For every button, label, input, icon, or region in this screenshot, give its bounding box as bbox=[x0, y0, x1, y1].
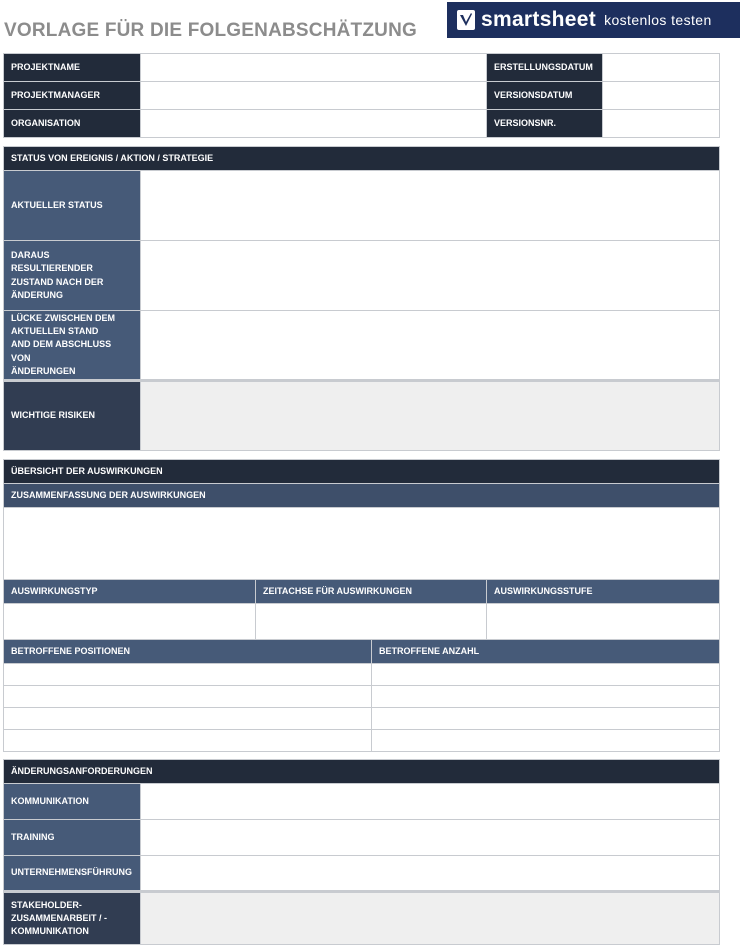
project-manager-input[interactable] bbox=[141, 82, 487, 110]
impact-timeline-input[interactable] bbox=[256, 604, 487, 640]
impact-header: ÜBERSICHT DER AUSWIRKUNGEN bbox=[4, 460, 720, 484]
training-input[interactable] bbox=[141, 820, 720, 856]
gap-input[interactable] bbox=[141, 311, 720, 381]
stakeholder-line: KOMMUNIKATION bbox=[11, 926, 89, 937]
version-date-label: VERSIONSDATUM bbox=[487, 82, 603, 110]
requirements-header: ÄNDERUNGSANFORDERUNGEN bbox=[4, 760, 720, 784]
table-row bbox=[4, 730, 720, 752]
risks-input[interactable] bbox=[141, 381, 720, 451]
requirements-table bbox=[3, 759, 720, 945]
impact-table bbox=[3, 459, 720, 640]
project-name-label: PROJEKTNAME bbox=[4, 54, 141, 82]
organization-label: ORGANISATION bbox=[4, 110, 141, 138]
version-no-label: VERSIONSNR. bbox=[487, 110, 603, 138]
resulting-state-line: ÄNDERUNG bbox=[11, 289, 64, 300]
impact-summary-label: ZUSAMMENFASSUNG DER AUSWIRKUNGEN bbox=[4, 484, 720, 508]
stakeholder-line: STAKEHOLDER- bbox=[11, 899, 82, 910]
impact-level-input[interactable] bbox=[487, 604, 720, 640]
banner-brand: smartsheet bbox=[481, 8, 597, 31]
created-date-input[interactable] bbox=[603, 54, 720, 82]
project-name-input[interactable] bbox=[141, 54, 487, 82]
gap-line: AKTUELLEN STAND bbox=[11, 326, 99, 337]
smartsheet-trial-banner[interactable] bbox=[447, 2, 740, 38]
resulting-state-label bbox=[4, 241, 141, 311]
page-title: VORLAGE FÜR DIE FOLGENABSCHÄTZUNG bbox=[4, 20, 417, 41]
stakeholder-label bbox=[4, 892, 141, 945]
current-status-input[interactable] bbox=[141, 171, 720, 241]
status-header: STATUS VON EREIGNIS / AKTION / STRATEGIE bbox=[4, 147, 720, 171]
affected-position-cell[interactable] bbox=[4, 730, 372, 752]
stakeholder-input[interactable] bbox=[141, 892, 720, 945]
stakeholder-line: ZUSAMMENARBEIT / - bbox=[11, 912, 107, 923]
communication-label: KOMMUNIKATION bbox=[4, 784, 141, 820]
affected-position-cell[interactable] bbox=[4, 708, 372, 730]
impact-type-input[interactable] bbox=[4, 604, 256, 640]
checkmark-logo-icon bbox=[457, 10, 475, 30]
current-status-label: AKTUELLER STATUS bbox=[4, 171, 141, 241]
impact-type-label: AUSWIRKUNGSTYP bbox=[4, 580, 256, 604]
training-label: TRAINING bbox=[4, 820, 141, 856]
impact-level-label: AUSWIRKUNGSSTUFE bbox=[487, 580, 720, 604]
resulting-state-line: DARAUS RESULTIERENDER bbox=[11, 250, 93, 274]
leadership-input[interactable] bbox=[141, 856, 720, 892]
gap-line: AND DEM ABSCHLUSS VON bbox=[11, 339, 112, 363]
table-row bbox=[4, 708, 720, 730]
version-date-input[interactable] bbox=[603, 82, 720, 110]
status-table bbox=[3, 146, 720, 451]
organization-input[interactable] bbox=[141, 110, 487, 138]
banner-cta: kostenlos testen bbox=[604, 12, 712, 28]
impact-summary-input[interactable] bbox=[4, 508, 720, 580]
affected-position-cell[interactable] bbox=[4, 664, 372, 686]
affected-count-label: BETROFFENE ANZAHL bbox=[372, 640, 720, 664]
leadership-label: UNTERNEHMENSFÜHRUNG bbox=[4, 856, 141, 892]
risks-label: WICHTIGE RISIKEN bbox=[4, 381, 141, 451]
resulting-state-line: ZUSTAND NACH DER bbox=[11, 276, 104, 287]
gap-label bbox=[4, 311, 141, 381]
created-date-label: ERSTELLUNGSDATUM bbox=[487, 54, 603, 82]
affected-count-cell[interactable] bbox=[372, 708, 720, 730]
affected-positions-label: BETROFFENE POSITIONEN bbox=[4, 640, 372, 664]
table-row bbox=[4, 686, 720, 708]
communication-input[interactable] bbox=[141, 784, 720, 820]
version-no-input[interactable] bbox=[603, 110, 720, 138]
affected-table bbox=[3, 639, 720, 752]
gap-line: ÄNDERUNGEN bbox=[11, 365, 76, 376]
project-info-table bbox=[3, 53, 720, 138]
table-row bbox=[4, 664, 720, 686]
resulting-state-input[interactable] bbox=[141, 241, 720, 311]
project-manager-label: PROJEKTMANAGER bbox=[4, 82, 141, 110]
affected-count-cell[interactable] bbox=[372, 664, 720, 686]
affected-count-cell[interactable] bbox=[372, 686, 720, 708]
impact-timeline-label: ZEITACHSE FÜR AUSWIRKUNGEN bbox=[256, 580, 487, 604]
gap-line: LÜCKE ZWISCHEN DEM bbox=[11, 313, 115, 324]
affected-count-cell[interactable] bbox=[372, 730, 720, 752]
affected-position-cell[interactable] bbox=[4, 686, 372, 708]
